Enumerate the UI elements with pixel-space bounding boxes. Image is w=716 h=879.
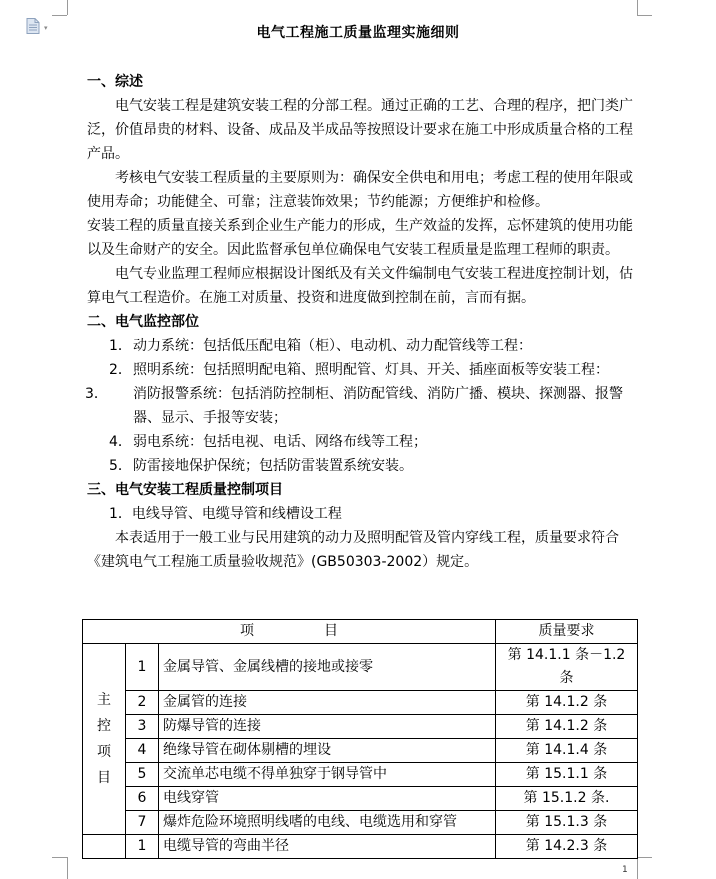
- row-number: 4: [126, 739, 159, 763]
- row-number: 1: [126, 644, 159, 691]
- table-row: [83, 691, 638, 715]
- document-body: [87, 70, 635, 574]
- subsection-heading: 1．电线导管、电缆导管和线槽设工程: [109, 506, 342, 522]
- row-number: 6: [126, 787, 159, 811]
- section-heading: 三、电气安装工程质量控制项目: [87, 482, 283, 498]
- row-number: 5: [126, 763, 159, 787]
- table-row: [83, 644, 638, 691]
- table-header-row: [83, 620, 638, 644]
- list-item: 3． 消防报警系统：包括消防控制柜、消防配管线、消防广播、模块、探测器、报警器、显示、手报等安装；: [85, 386, 623, 426]
- paragraph: 考核电气安装工程质量的主要原则为：确保安全供电和用电；考虑工程的使用年限或使用寿命；功能健全、可靠；注意装饰效果；节约能源；方便维护和检修。: [87, 170, 633, 210]
- crop-mark: [637, 15, 652, 16]
- category-general: [83, 835, 126, 859]
- row-number: 2: [126, 691, 159, 715]
- paragraph: 电气专业监理工程师应根据设计图纸及有关文件编制电气安装工程进度控制计划，估算电气工程造价。在施工对质量、投资和进度做到控制在前，言而有据。: [87, 266, 633, 306]
- row-item: 绝缘导管在砌体剔槽的埋设: [159, 739, 496, 763]
- paragraph: 安装工程的质量直接关系到企业生产能力的形成，生产效益的发挥，忘怀建筑的使用功能以及生命财产的安全。因此监督承包单位确保电气安装工程质量是监理工程师的职责。: [87, 218, 633, 258]
- table-row: [83, 811, 638, 835]
- category-main-control: 主 控 项 目: [83, 644, 126, 835]
- row-item: 交流单芯电缆不得单独穿于钢导管中: [159, 763, 496, 787]
- row-requirement: 第 15.1.1 条: [496, 763, 638, 787]
- row-number: 3: [126, 715, 159, 739]
- row-item: 电线穿管: [159, 787, 496, 811]
- page-number: 1: [622, 865, 628, 875]
- table-row: [83, 739, 638, 763]
- row-requirement: 第 15.1.3 条: [496, 811, 638, 835]
- table-row: [83, 835, 638, 859]
- crop-mark: [67, 857, 68, 879]
- crop-mark: [637, 0, 638, 15]
- list-item: 1．动力系统：包括低压配电箱（柜）、电动机、动力配管线等工程：: [109, 338, 532, 354]
- row-requirement: 第 15.1.2 条.: [496, 787, 638, 811]
- table-row: [83, 763, 638, 787]
- row-requirement: 第 14.2.3 条: [496, 835, 638, 859]
- crop-mark: [52, 857, 67, 858]
- table-row: [83, 715, 638, 739]
- row-number: 7: [126, 811, 159, 835]
- list-item: 4．弱电系统：包括电视、电话、网络布线等工程；: [109, 434, 427, 450]
- list-item: 2．照明系统：包括照明配电箱、照明配管、灯具、开关、插座面板等安装工程：: [109, 362, 609, 378]
- paragraph: 本表适用于一般工业与民用建筑的动力及照明配管及管内穿线工程，质量要求符合《建筑电气工程施工质量验收规范》(GB50303-2002）规定。: [87, 530, 619, 570]
- row-item: 电缆导管的弯曲半径: [159, 835, 496, 859]
- section-heading: 一、综述: [87, 74, 143, 90]
- row-number: 1: [126, 835, 159, 859]
- row-requirement: 第 14.1.4 条: [496, 739, 638, 763]
- header-item: 项 目: [83, 620, 496, 644]
- row-requirement: 第 14.1.2 条: [496, 715, 638, 739]
- row-requirement: 第 14.1.1 条－1.2 条: [496, 644, 638, 691]
- crop-mark: [52, 15, 67, 16]
- header-requirement: 质量要求: [496, 620, 638, 644]
- row-item: 爆炸危险环境照明线嗜的电线、电缆选用和穿管: [159, 811, 496, 835]
- list-item: 5．防雷接地保护保统；包括防雷装置系统安装。: [109, 458, 413, 474]
- section-heading: 二、电气监控部位: [87, 314, 199, 330]
- paragraph: 电气安装工程是建筑安装工程的分部工程。通过正确的工艺、合理的程序，把门类广泛，价值昂贵的材料、设备、成品及半成品等按照设计要求在施工中形成质量合格的工程产品。: [87, 98, 633, 162]
- crop-mark: [67, 0, 68, 15]
- row-item: 防爆导管的连接: [159, 715, 496, 739]
- chevron-down-icon[interactable]: ▾: [44, 24, 48, 32]
- crop-mark: [637, 857, 652, 858]
- quality-table: [82, 619, 638, 859]
- row-item: 金属导管、金属线槽的接地或接零: [159, 644, 496, 691]
- table-row: [83, 787, 638, 811]
- page-title: 电气工程施工质量监理实施细则: [256, 25, 460, 41]
- crop-mark: [637, 857, 638, 879]
- row-item: 金属管的连接: [159, 691, 496, 715]
- row-requirement: 第 14.1.2 条: [496, 691, 638, 715]
